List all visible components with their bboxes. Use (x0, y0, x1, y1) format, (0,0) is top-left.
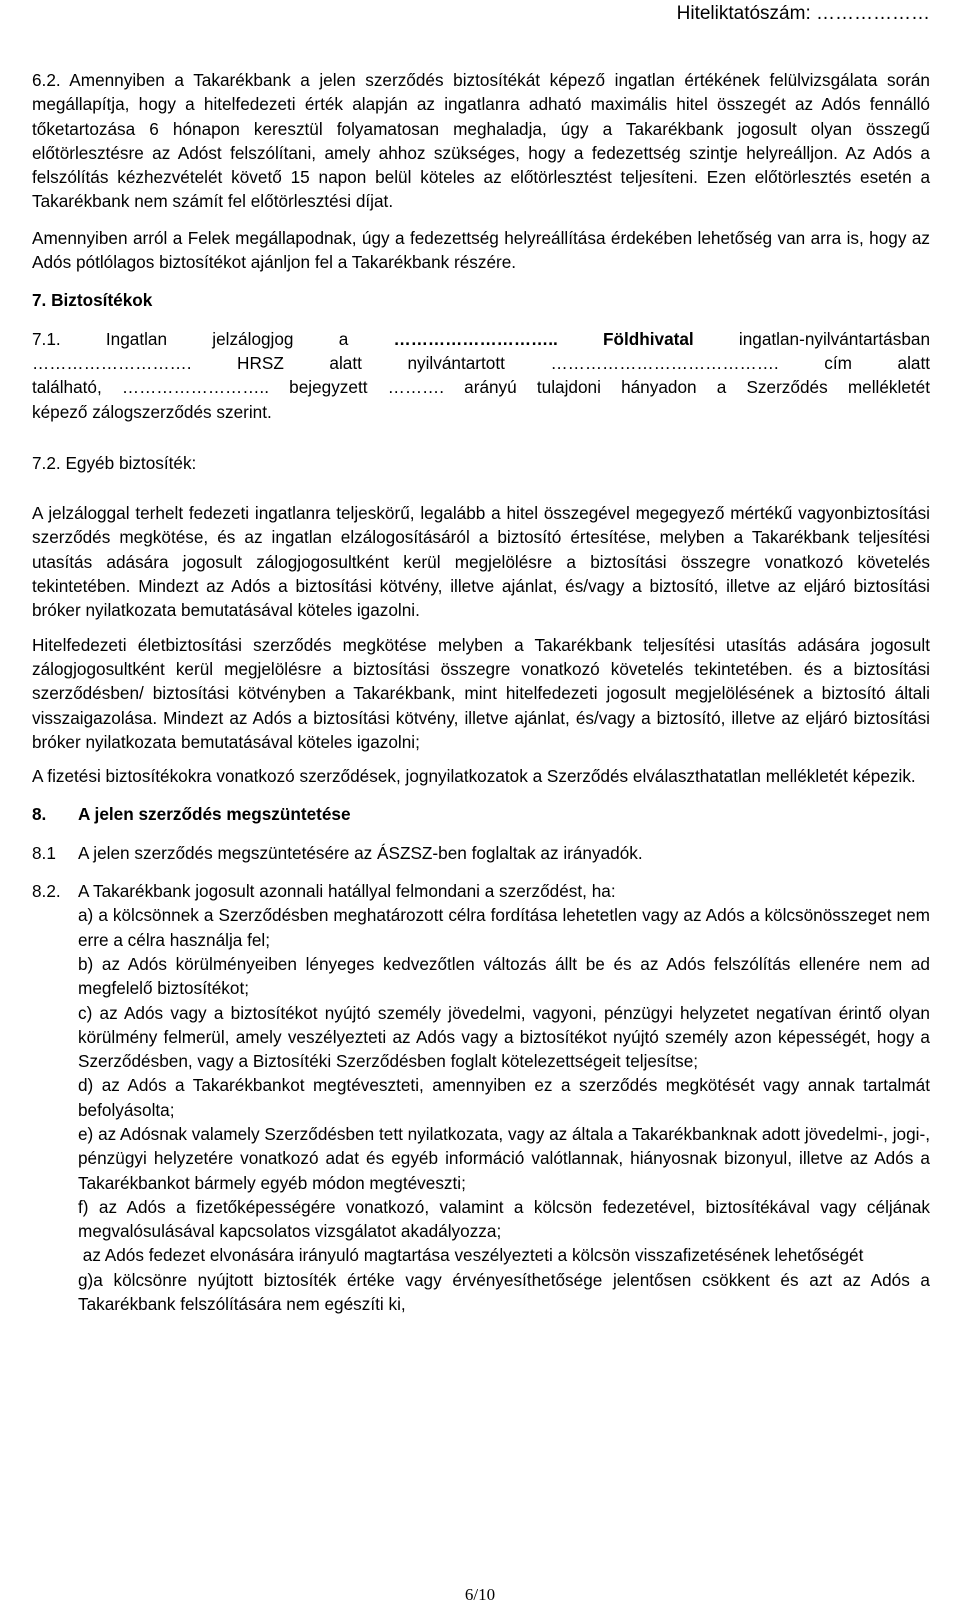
section-8-number: 8. (32, 804, 47, 825)
section-6-2-paragraph: 6.2. Amennyiben a Takarékbank a jelen szerződés biztosítékát képező ingatlan értékének felülvizsgálata során megállapítja, hogy a hitelfedezeti érték alapján az ingatlanra adható maximális hitel összegét az Adós fennálló tőketartozása 6 hónapon keresztül folyamatosan meghaladja, úgy a Takarékbank jogosult olyan összegű előtörlesztésre az Adóst felszólítani, amely ahhoz szükséges, hogy a fedezettség szintje helyreálljon. Az Adós a felszólítás kézhezvételét követő 15 napon belül köteles az előtörlesztést teljesíteni. Ezen előtörlesztés esetén a Takarékbank nem számít fel előtörlesztési díjat. (32, 70, 930, 212)
list-item: g)a kölcsönre nyújtott biztosíték értéke vagy érvényesíthetősége jelentősen csökkent és azt az Adós a Takarékbank felszólítására nem egészíti ki, (78, 1269, 930, 1315)
list-item: e) az Adósnak valamely Szerződésben tett nyilatkozata, vagy az általa a Takarékbanknak adott jövedelmi-, jogi-, pénzügyi helyzetére vonatkozó adat és egyéb információ valótlannak, hiányosnak bizonyul, illetve az Adós a Takarékbankot bármely egyéb módon megtéveszti; (78, 1123, 930, 1193)
section-7-1-land-office: ……………………….. Földhivatal (393, 328, 694, 349)
list-item: f) az Adós a fizetőképességére vonatkozó, valamint a kölcsön fedezetével, biztosítékával vagy céljának megvalósulásával kapcsolatos vizsgálatot akadályozza; (78, 1196, 930, 1242)
list-item: az Adós fedezet elvonására irányuló magtartása veszélyezteti a kölcsön visszafizetésének lehetőségét (78, 1245, 864, 1266)
section-7-1-line-4: képező zálogszerződés szerint. (32, 401, 272, 422)
section-7-2-title: 7.2. Egyéb biztosíték: (32, 452, 197, 473)
section-7-2-paragraph-1: A jelzáloggal terhelt fedezeti ingatlanra teljeskörű, legalább a hitel összegével megegyező mértékű vagyonbiztosítási szerződés megkötése, és az ingatlan elzálogosításáról a biztosító értesítése, melyben a Takarékbank teljesítési utasítás adására jogosult zálogjogosultként kerül megjelölésre a biztosítási összegre vonatkozó követelés tekintetében. Mindezt az Adós a biztosítási kötvény, illetve ajánlat, és/vagy a biztosító, illetve az eljáró biztosítási bróker nyilatkozata bemutatásával köteles igazolni. (32, 503, 930, 621)
section-8-1-number: 8.1 (32, 842, 56, 863)
page-header: Hiteliktatószám: ……………… (676, 3, 930, 24)
page-number: 6/10 (464, 1585, 496, 1604)
section-7-1 (32, 327, 930, 424)
section-8-heading (32, 802, 930, 826)
section-7-1-line-2: ………………………. HRSZ alatt nyilvántartott …………………………………. cím alatt (32, 352, 930, 373)
section-8-1-text: A jelen szerződés megszüntetésére az ÁSZSZ-ben foglaltak az irányadók. (78, 842, 643, 863)
list-item: a) a kölcsönnek a Szerződésben meghatározott célra fordítása lehetetlen vagy az Adós a kölcsönösszeget nem erre a célra használja fel; (78, 905, 930, 950)
section-8-2 (32, 879, 930, 1316)
section-7-1-line-1-c: ingatlan-nyilvántartásban (693, 328, 931, 349)
section-7-1-line-3: található, …………………….. bejegyzett ………. arányú tulajdoni hányadon a Szerződés mellékletét (32, 377, 930, 398)
section-7-heading: 7. Biztosítékok (32, 290, 153, 311)
section-8-title: A jelen szerződés megszüntetése (78, 804, 351, 825)
section-7-2-paragraph-2: Hitelfedezeti életbiztosítási szerződés megkötése melyben a Takarékbank teljesítési utasítás adására jogosult zálogjogosultként kerül megjelölésre a biztosítási összegre vonatkozó követelés tekintetében. és a biztosítási szerződésben/ biztosítási kötvényben a Takarékbank, mint hitelfedezeti jogosult megjelölésének a biztosító általi visszaigazolása. Mindezt az Adós a biztosítási kötvény, illetve ajánlat, és/vagy a biztosító, illetve az eljáró biztosítási bróker nyilatkozata bemutatásával köteles igazolni; (32, 634, 930, 752)
list-item: b) az Adós körülményeiben lényeges kedvezőtlen változás állt be és az Adós felszólítás ellenére nem ad megfelelő biztosítékot; (78, 953, 930, 999)
list-item: c) az Adós vagy a biztosítékot nyújtó személy jövedelmi, vagyoni, pénzügyi helyzetet negatívan érintő olyan körülmény felmerül, amely veszélyezteti az Adós vagy a biztosítékot nyújtó személy azon képességét, hogy a Szerződésben, vagy a Biztosítéki Szerződésben foglalt kötelezettségeit teljesítse; (78, 1002, 930, 1072)
section-7-2-paragraph-3: A fizetési biztosítékokra vonatkozó szerződések, jognyilatkozatok a Szerződés elválaszthatatlan mellékletét képezik. (32, 766, 916, 787)
section-8-2-intro: A Takarékbank jogosult azonnali hatállyal felmondani a szerződést, ha: (78, 881, 616, 902)
section-7-1-line-1-a: 7.1. Ingatlan jelzálogjog a (32, 328, 394, 349)
section-8-1 (32, 841, 930, 865)
section-6-2-paragraph-2: Amennyiben arról a Felek megállapodnak, úgy a fedezettség helyreállítása érdekében lehetőség van arra is, hogy az Adós pótlólagos biztosítékot ajánljon fel a Takarékbank részére. (32, 227, 930, 273)
section-7-1-line-1 (32, 327, 930, 351)
section-8-2-number: 8.2. (32, 881, 61, 902)
document-body (32, 68, 930, 1316)
list-item: d) az Adós a Takarékbankot megtéveszteti, amennyiben ez a szerződés megkötését vagy annak tartalmát befolyásolta; (78, 1075, 930, 1120)
section-8-2-body (78, 879, 930, 1316)
